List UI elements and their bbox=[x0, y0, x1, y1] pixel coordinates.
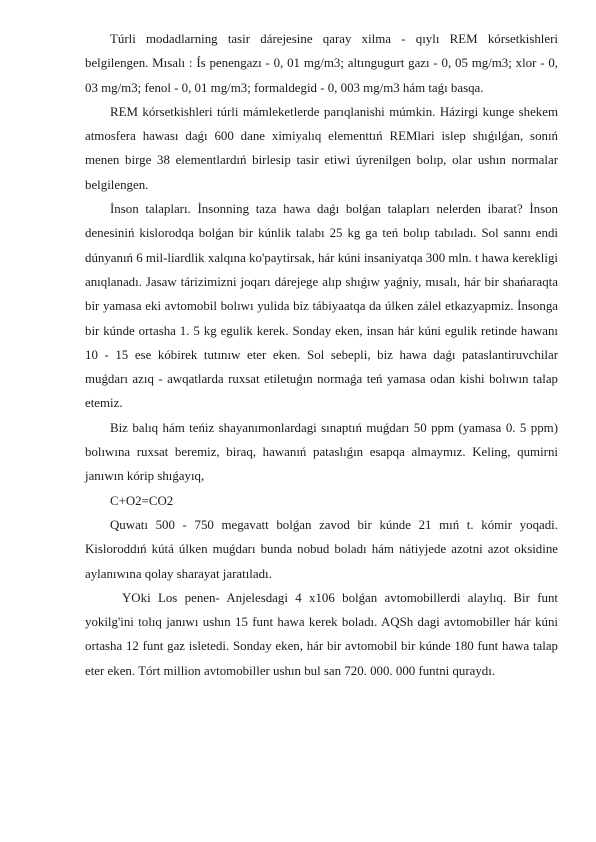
paragraph-rem-countries: REM kórsetkishleri túrli mámleketlerde parıqlanishi múmkin. Házirgi kunge shekem atmosfera hawası daǵı 600 dane ximiyalıq elementtıń REMlari islep shıǵılǵan, sonıń menen birge 38 elementlardıń birlesip tasir etiwi úyrenilgen bolıp, olar ushın normalar belgilengen. bbox=[85, 104, 558, 192]
paragraph-human-requirements: İnson talapları. İnsonning taza hawa daǵı bolǵan talapları nelerden ibarat? İnson denesiniń kislorodqa bolǵan bir kúnlik talabı 25 kg ga teń bolıp tabıladı. Sol sannı endi dúnyanıń 6 mil-liardlik xalqına ko'paytirsak, hár kúni insaniyatqa 300 mln. t hawa kerekligi anıqlanadı. Jasaw tárizimizni joqarı dárejege alıp shıǵıw yaǵniy, mısalı, hár bir shańaraqta bir yamasa eki avtomobil bolıwı yulida biz tábiyaatqa da úlken zálel etkazyapmiz. İnsonga bir kúnde ortasha 1. 5 kg egulik kerek. Sonday eken, insan hár kúni egulik retinde hawanı 10 - 15 ese kóbirek tutınıw eter eken. Sol sebepli, biz hawa daǵı pataslantiruvchilar muǵdarı azıq - awqatlarda ruxsat etiletuǵın normaǵa teń yamasa odan kishi bolıwın talap etemiz. bbox=[85, 202, 558, 411]
formula-combustion: C+O2=CO2 bbox=[110, 493, 174, 508]
paragraph-fish-mercury: Biz balıq hám teńiz shayanımonlardagi sınaptıń muǵdarı 50 ppm (yamasa 0. 5 ppm) bolıwına ruxsat beremiz, biraq, hawanıń pataslıǵın esapqa almaymız. Keling, qumirni janıwın kórip shıǵayıq, bbox=[85, 420, 558, 484]
paragraph-power-plant: Quwatı 500 - 750 megavatt bolǵan zavod bir kúnde 21 mıń t. kómir yoqadi. Kisloroddıń kútá úlken muǵdarı bunda nobud boladı hám nátiyjede azotni azot oksidine aylanıwına qolay sharayat jaratıladı. bbox=[85, 517, 558, 581]
paragraph-los-angeles-cars: YOki Los penen- Anjelesdagi 4 x106 bolǵan avtomobillerdi alaylıq. Bir funt yokilg'ini tolıq janıwı ushın 15 funt hawa kerek boladı. AQSh dagi avtomobiller hár kúni ortasha 12 funt gaz isletedi. Sonday eken, hár bir avtomobil bir kúnde 180 funt hawa talap eter eken. Tórt million avtomobiller ushın bul san 720. 000. 000 funtni quraydı. bbox=[85, 590, 558, 678]
paragraph-rem-indicators: Túrli modadlarning tasir dárejesine qaray xilma - qıylı REM kórsetkishleri belgilengen. Mısalı : Ís penengazı - 0, 01 mg/m3; altıngugurt gazı - 0, 05 mg/m3; xlor - 0, 03 mg/m3; fenol - 0, 01 mg/m3; formaldegid - 0, 003 mg/m3 hám taǵı basqa. bbox=[85, 32, 558, 95]
document-page bbox=[85, 27, 558, 683]
